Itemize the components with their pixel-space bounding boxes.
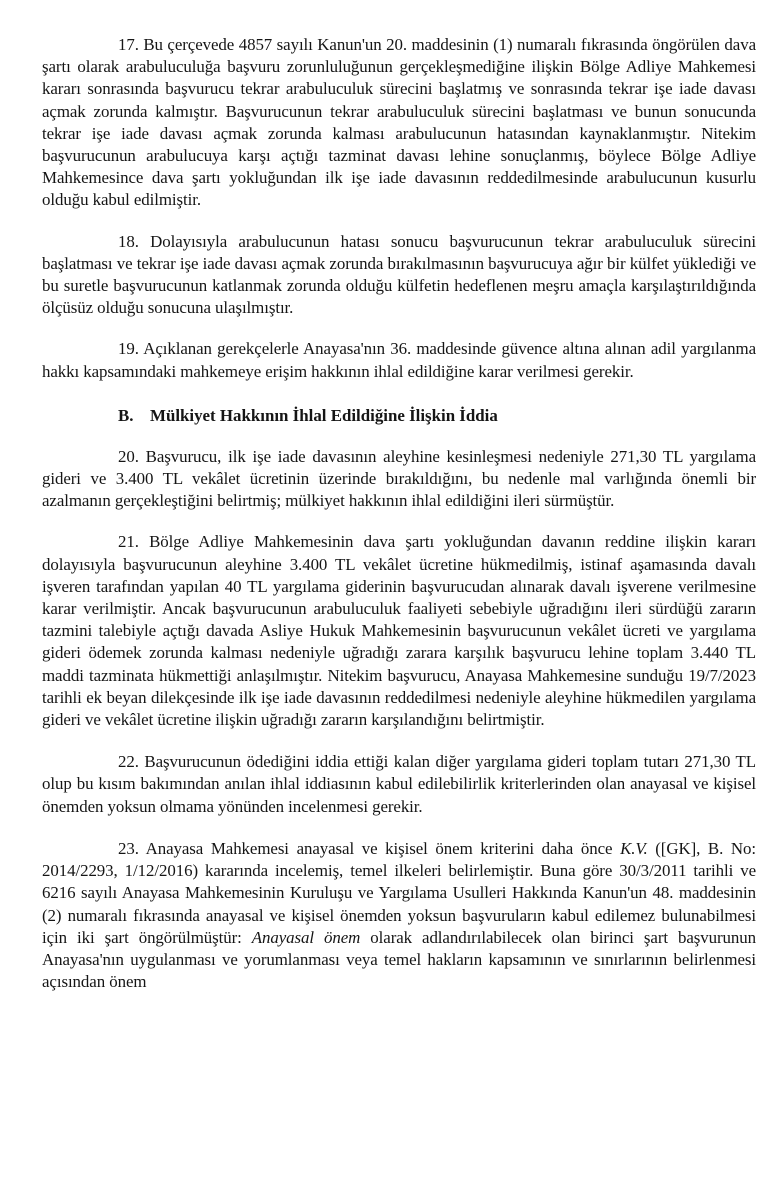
paragraph-20: 20. Başvurucu, ilk işe iade davasının aleyhine kesinleşmesi nedeniyle 271,30 TL yargılama gideri ve 3.400 TL vekâlet ücretinin üzerinde bırakıldığını, bu nedenle mal varlığında önemli bir azalmanın gerçekleştiğini belirtmiş; mülkiyet hakkının ihlal edildiğini ileri sürmüştür.: [42, 446, 756, 511]
paragraph-23: [42, 838, 756, 993]
section-b-heading: [42, 405, 756, 427]
paragraph-22: 22. Başvurucunun ödediğini iddia ettiği kalan diğer yargılama gideri toplam tutarı 271,30 TL olup bu kısım bakımından anılan ihlal iddiasının kabul edilebilirlik kriterlerinden olan anayasal ve kişisel önemden yoksun olmama yönünden incelenmesi gerekir.: [42, 752, 756, 816]
paragraph-17: 17. Bu çerçevede 4857 sayılı Kanun'un 20. maddesinin (1) numaralı fıkrasında öngörülen dava şartı olarak arabuluculuğa başvuru zorunluluğunun gerçekleşmediğine ilişkin Bölge Adliye Mahkemesi kararı sonrasında başvurucu tekrar arabuluculuk sürecini başlatmış ve sonrasında tekrar işe iade davası açmak zorunda kalmıştır. Başvurucunun tekrar arabuluculuk sürecini başlatması ve bunun sonucunda tekrar işe iade davası açmak zorunda kalması arabulucunun hatasından kaynaklanmıştır. Nitekim başvurucunun arabulucuya karşı açtığı tazminat davası lehine sonuçlanmış, böylece Bölge Adliye Mahkemesince dava şartı yokluğundan ilk işe iade davasının reddedilmesinde arabulucunun kusurlu olduğu kabul edilmiştir.: [42, 35, 756, 210]
paragraph-18: 18. Dolayısıyla arabulucunun hatası sonucu başvurucunun tekrar arabuluculuk sürecini başlatması ve tekrar işe iade davası açmak zorunda bırakılmasının başvurucuya ağır bir külfet yüklediği ve bu suretle başvurucunun katlanmak zorunda olduğu külfetin hedeflenen meşru amaçla karşılaştırıldığında ölçüsüz olduğu sonucuna ulaşılmıştır.: [42, 231, 756, 318]
paragraph-23-part-1: 23. Anayasa Mahkemesi anayasal ve kişisel önem kriterini daha önce: [118, 838, 621, 858]
paragraph-19: 19. Açıklanan gerekçelerle Anayasa'nın 36. maddesinde güvence altına alınan adil yargılanma hakkı kapsamındaki mahkemeye erişim hakkının ihlal edildiğine karar verilmesi gerekir.: [42, 339, 756, 381]
term-anayasal-onem: Anayasal önem: [251, 927, 361, 947]
case-name-kv: K.V.: [620, 838, 648, 858]
section-b-letter: B.: [118, 405, 134, 425]
section-b-title: Mülkiyet Hakkının İhlal Edildiğine İlişkin İddia: [150, 405, 498, 425]
paragraph-23-part-3: olarak adlandırılabilecek olan birinci şart başvurunun Anayasa'nın uygulanması ve yorumlanması veya temel hakların kapsamının ve sınırlarının belirlenmesi açısından önem: [42, 927, 757, 992]
paragraph-21: 21. Bölge Adliye Mahkemesinin dava şartı yokluğundan davanın reddine ilişkin kararı dolayısıyla başvurucunun aleyhine 3.400 TL vekâlet ücretine hükmedilmiş, istinaf aşamasında davalı işveren tarafından yapılan 40 TL yargılama giderinin başvurucudan alınarak davalı işverene verilmesine karar verilmiştir. Ancak başvurucunun arabuluculuk faaliyeti sebebiyle uğradığını ileri sürdüğü zararın tazmini talebiyle açtığı davada Asliye Hukuk Mahkemesinin başvurucunun vekâlet ücreti ve yargılama gideri ödemek zorunda kalması nedeniyle uğradığı zarara karşılık başvurucu lehine toplam 3.440 TL maddi tazminata hükmettiği anlaşılmıştır. Nitekim başvurucu, Anayasa Mahkemesine sunduğu 19/7/2023 tarihli ek beyan dilekçesinde ilk işe iade davasının reddedilmesi nedeniyle aleyhine hükmedilen yargılama gideri ve vekâlet ücretine ilişkin uğradığı zararın karşılandığını belirtmiştir.: [42, 532, 756, 730]
paragraph-23-part-2: ([GK], B. No: 2014/2293, 1/12/2016) kararında incelemiş, temel ilkeleri belirlemiştir. Buna göre 30/3/2011 tarihli ve 6216 sayılı Anayasa Mahkemesinin Kuruluşu ve Yargılama Usulleri Hakkında Kanun'un 48. maddesinin (2) numaralı fıkrasında anayasal ve kişisel önemden yoksun başvuruların kabul edilemez bulunabilmesi için iki şart öngörülmüştür:: [42, 838, 756, 947]
